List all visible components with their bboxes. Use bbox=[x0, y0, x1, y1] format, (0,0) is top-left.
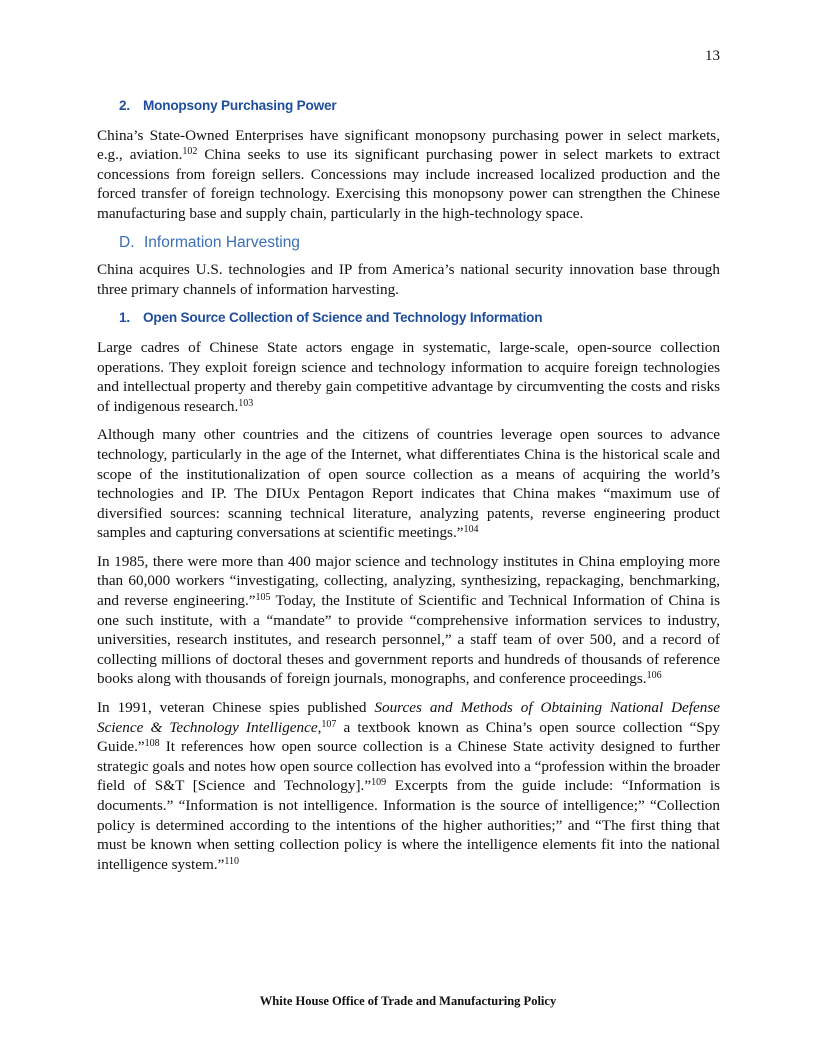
paragraph-open-source-1 bbox=[97, 338, 720, 416]
heading-open-source bbox=[119, 308, 720, 328]
page-footer: White House Office of Trade and Manufacturing Policy bbox=[259, 994, 557, 1008]
heading-number: 2. bbox=[119, 98, 130, 113]
heading-number: D. bbox=[119, 233, 135, 251]
heading-title: Open Source Collection of Science and Technology Information bbox=[143, 310, 543, 326]
page-number: 13 bbox=[705, 48, 720, 64]
footnote-ref: 107 bbox=[321, 718, 337, 730]
heading-number: 1. bbox=[119, 310, 130, 326]
footnote-ref: 105 bbox=[255, 592, 271, 604]
paragraph-text: Today, the Institute of Scientific and Technical Information of China is one such institute, with a “mandate” to provide “comprehensive information services to industry, universities, research institutes, and research personnel,” a staff team of over 500, and a record of collecting millions of doctoral theses and government reports and hundreds of thousands of reference books along with thousands of foreign journals, monographs, and conference proceedings. bbox=[97, 592, 721, 688]
page-content bbox=[97, 96, 720, 883]
paragraph-text: It references how open source collection is a Chinese State activity designed to further strategic goals and notes how open source collection has evolved into a “profession within the broader field of S&T [Science and Technology].” bbox=[97, 738, 720, 795]
footnote-ref: 104 bbox=[463, 524, 479, 536]
book-title: Sources and Methods of Obtaining National Defense Science & Technology Intelligence bbox=[97, 699, 720, 736]
footnote-ref: 109 bbox=[371, 777, 387, 789]
footnote-ref: 110 bbox=[224, 855, 240, 867]
paragraph-text: China’s State-Owned Enterprises have significant monopsony purchasing power in select markets, e.g., aviation. bbox=[97, 126, 720, 164]
paragraph-text: Excerpts from the guide include: “Information is documents.” “Information is not intelligence. Information is the source of intelligence;” “Collection policy is determined according to the intentions of the higher authorities;” and “The first thing that must be known when setting collection policy is where the intelligence elements fit into the national intelligence system.” bbox=[97, 777, 720, 873]
footnote-ref: 108 bbox=[144, 738, 160, 750]
heading-information-harvesting bbox=[119, 233, 720, 253]
footnote-ref: 102 bbox=[182, 146, 198, 158]
heading-title: Information Harvesting bbox=[144, 233, 300, 251]
paragraph-text: China seeks to use its significant purchasing power in select markets to extract concessions from foreign sellers. Concessions may include increased localized production and the forced transfer of foreign technology. Exercising this monopsony power can strengthen the Chinese manufacturing base and supply chain, particularly in the high-technology space. bbox=[97, 146, 720, 222]
paragraph-monopsony bbox=[97, 126, 720, 224]
paragraph-open-source-3 bbox=[97, 552, 720, 689]
paragraph-text: Large cadres of Chinese State actors engage in systematic, large-scale, open-source collection operations. They exploit foreign science and technology information to acquire foreign technologies and intellectual property and thereby gain competitive advantage by circumventing the costs and risks of indigenous research. bbox=[97, 338, 720, 415]
paragraph-text: Although many other countries and the citizens of countries leverage open sources to advance technology, particularly in the age of the Internet, what differentiates China is the historical scale and scope of the institutionalization of open source collection as a means of acquiring the world’s technologies and IP. The DIUx Pentagon Report indicates that China makes “maximum use of diversified sources: scanning technical literature, analyzing patents, reverse engineering product samples and capturing conversations at scientific meetings.” bbox=[97, 426, 720, 542]
heading-monopsony bbox=[119, 96, 720, 116]
paragraph-text: a textbook known as China’s open source collection “Spy Guide.” bbox=[97, 718, 720, 756]
paragraph-open-source-2 bbox=[97, 425, 720, 543]
paragraph-text: , bbox=[317, 718, 322, 736]
heading-title: Monopsony Purchasing Power bbox=[143, 98, 337, 113]
footnote-ref: 106 bbox=[646, 670, 662, 682]
footnote-ref: 103 bbox=[238, 397, 254, 409]
paragraph-text: In 1991, veteran Chinese spies published bbox=[97, 699, 375, 717]
paragraph-open-source-4 bbox=[97, 698, 720, 874]
paragraph-text: In 1985, there were more than 400 major science and technology institutes in China employing more than 60,000 workers “investigating, collecting, analyzing, synthesizing, repackaging, benchmarking, and reverse engineering.” bbox=[97, 552, 720, 610]
paragraph-information-harvesting: China acquires U.S. technologies and IP from America’s national security innovation base through three primary channels of information harvesting. bbox=[97, 261, 720, 298]
